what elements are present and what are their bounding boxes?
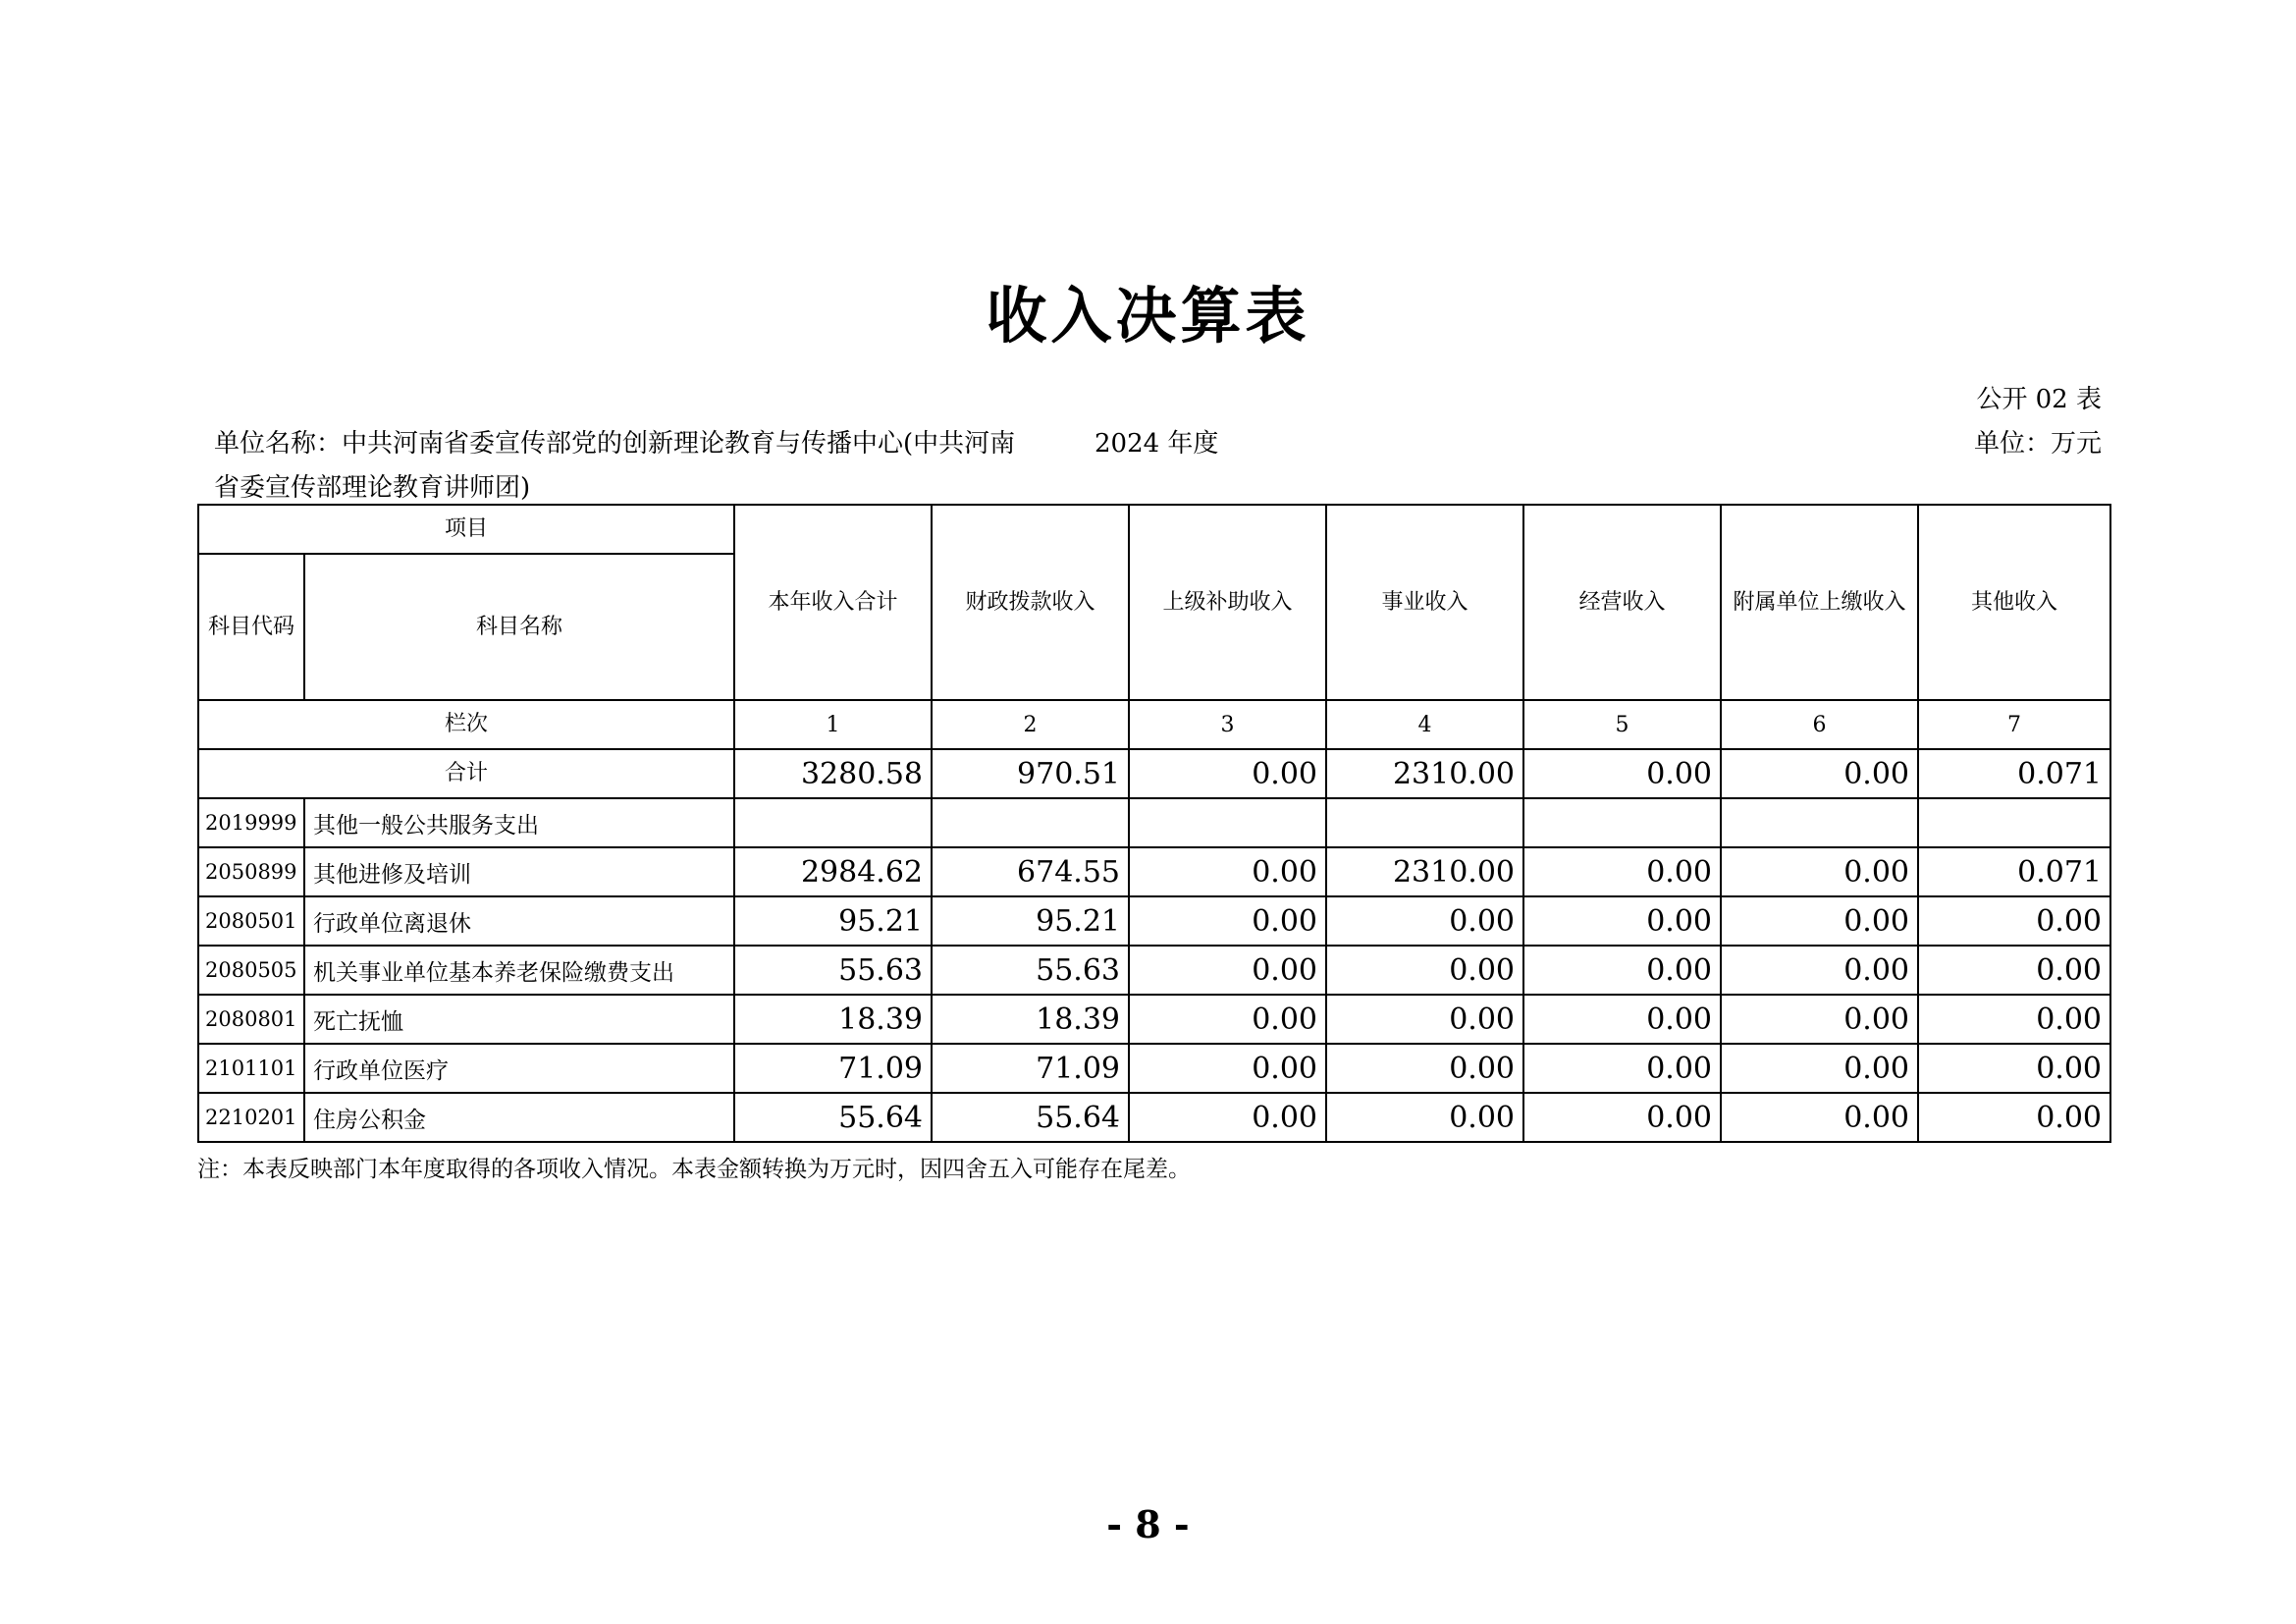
table-cell: 18.39 xyxy=(734,995,932,1044)
fiscal-year: 2024 年度 xyxy=(1095,429,1219,459)
row-code: 2080501 xyxy=(198,896,304,946)
row-code: 2080801 xyxy=(198,995,304,1044)
document-title: 收入决算表 xyxy=(986,280,1310,352)
row-name: 其他进修及培训 xyxy=(304,847,734,896)
row-code: 2101101 xyxy=(198,1044,304,1093)
table-cell: 18.39 xyxy=(932,995,1129,1044)
table-cell: 0.00 xyxy=(1129,946,1326,995)
table-cell: 95.21 xyxy=(932,896,1129,946)
header-col-7: 其他收入 xyxy=(1918,505,2110,700)
table-cell: 55.64 xyxy=(932,1093,1129,1142)
table-cell xyxy=(1721,798,1918,847)
header-col-5: 经营收入 xyxy=(1523,505,1721,700)
row-code: 2080505 xyxy=(198,946,304,995)
table-row xyxy=(198,1093,2110,1142)
header-col-4: 事业收入 xyxy=(1326,505,1523,700)
form-number: 公开 02 表 xyxy=(1976,385,2102,414)
table-cell: 0.00 xyxy=(1129,995,1326,1044)
row-name: 死亡抚恤 xyxy=(304,995,734,1044)
table-cell: 0.00 xyxy=(1918,1093,2110,1142)
column-index: 7 xyxy=(1918,700,2110,749)
row-name: 住房公积金 xyxy=(304,1093,734,1142)
table-cell xyxy=(1129,798,1326,847)
row-code: 2050899 xyxy=(198,847,304,896)
table-cell xyxy=(734,798,932,847)
table-cell xyxy=(1326,798,1523,847)
row-name: 行政单位医疗 xyxy=(304,1044,734,1093)
table-row xyxy=(198,896,2110,946)
table-cell: 0.00 xyxy=(1326,946,1523,995)
table-cell: 71.09 xyxy=(734,1044,932,1093)
table-cell: 0.00 xyxy=(1523,847,1721,896)
table-cell: 55.63 xyxy=(734,946,932,995)
table-cell: 3280.58 xyxy=(734,749,932,798)
header-code: 科目代码 xyxy=(198,554,304,700)
column-index: 6 xyxy=(1721,700,1918,749)
unit-name: 单位名称：中共河南省委宣传部党的创新理论教育与传播中心(中共河南省委宣传部理论教育讲师团) xyxy=(214,429,1016,503)
table-cell: 0.00 xyxy=(1523,1044,1721,1093)
total-label: 合计 xyxy=(198,749,734,798)
table-cell: 2984.62 xyxy=(734,847,932,896)
table-cell: 674.55 xyxy=(932,847,1129,896)
table-cell: 0.00 xyxy=(1523,1093,1721,1142)
table-note: 注：本表反映部门本年度取得的各项收入情况。本表金额转换为万元时，因四舍五入可能存在尾差。 xyxy=(197,1157,1191,1182)
row-name: 其他一般公共服务支出 xyxy=(304,798,734,847)
header-row-1 xyxy=(198,505,2110,554)
table-cell: 0.00 xyxy=(1523,995,1721,1044)
table-cell: 0.00 xyxy=(1129,1093,1326,1142)
table-row xyxy=(198,847,2110,896)
table-cell: 55.64 xyxy=(734,1093,932,1142)
table-cell: 0.00 xyxy=(1721,946,1918,995)
table-cell: 2310.00 xyxy=(1326,749,1523,798)
table-cell: 0.00 xyxy=(1523,749,1721,798)
row-code: 2210201 xyxy=(198,1093,304,1142)
table-cell: 95.21 xyxy=(734,896,932,946)
column-index-label: 栏次 xyxy=(198,700,734,749)
table-cell: 0.00 xyxy=(1918,946,2110,995)
table-cell: 0.00 xyxy=(1523,946,1721,995)
header-col-3: 上级补助收入 xyxy=(1129,505,1326,700)
header-name: 科目名称 xyxy=(304,554,734,700)
table-cell xyxy=(1918,798,2110,847)
table-cell: 0.00 xyxy=(1721,995,1918,1044)
column-index: 4 xyxy=(1326,700,1523,749)
row-name: 机关事业单位基本养老保险缴费支出 xyxy=(304,946,734,995)
table-cell: 0.071 xyxy=(1918,749,2110,798)
table-cell: 0.00 xyxy=(1129,896,1326,946)
table-cell: 0.00 xyxy=(1918,896,2110,946)
row-code: 2019999 xyxy=(198,798,304,847)
currency-unit: 单位：万元 xyxy=(1973,429,2102,459)
table-row xyxy=(198,946,2110,995)
table-cell: 0.00 xyxy=(1326,1044,1523,1093)
column-index-row xyxy=(198,700,2110,749)
table-cell: 0.00 xyxy=(1523,896,1721,946)
table-row xyxy=(198,798,2110,847)
table-row xyxy=(198,1044,2110,1093)
table-row xyxy=(198,995,2110,1044)
row-name: 行政单位离退休 xyxy=(304,896,734,946)
header-item: 项目 xyxy=(198,505,734,554)
table-cell: 0.00 xyxy=(1129,847,1326,896)
table-cell: 0.00 xyxy=(1129,1044,1326,1093)
header-col-2: 财政拨款收入 xyxy=(932,505,1129,700)
column-index: 2 xyxy=(932,700,1129,749)
header-col-6: 附属单位上缴收入 xyxy=(1721,505,1918,700)
table-cell: 0.00 xyxy=(1721,847,1918,896)
table-cell: 0.00 xyxy=(1129,749,1326,798)
table-cell: 2310.00 xyxy=(1326,847,1523,896)
total-row xyxy=(198,749,2110,798)
table-cell xyxy=(1523,798,1721,847)
column-index: 3 xyxy=(1129,700,1326,749)
table-cell: 0.00 xyxy=(1721,749,1918,798)
table-cell xyxy=(932,798,1129,847)
table-cell: 0.071 xyxy=(1918,847,2110,896)
table-cell: 0.00 xyxy=(1721,1093,1918,1142)
table-cell: 0.00 xyxy=(1721,1044,1918,1093)
table-cell: 0.00 xyxy=(1918,995,2110,1044)
table-cell: 0.00 xyxy=(1918,1044,2110,1093)
income-table xyxy=(197,504,2111,1143)
table-body xyxy=(198,505,2110,1142)
header-col-1: 本年收入合计 xyxy=(734,505,932,700)
table-cell: 970.51 xyxy=(932,749,1129,798)
table-cell: 0.00 xyxy=(1721,896,1918,946)
table-cell: 0.00 xyxy=(1326,1093,1523,1142)
table-cell: 0.00 xyxy=(1326,896,1523,946)
table-cell: 55.63 xyxy=(932,946,1129,995)
page-number: - 8 - xyxy=(1106,1502,1190,1546)
table-cell: 0.00 xyxy=(1326,995,1523,1044)
column-index: 1 xyxy=(734,700,932,749)
table-cell: 71.09 xyxy=(932,1044,1129,1093)
column-index: 5 xyxy=(1523,700,1721,749)
